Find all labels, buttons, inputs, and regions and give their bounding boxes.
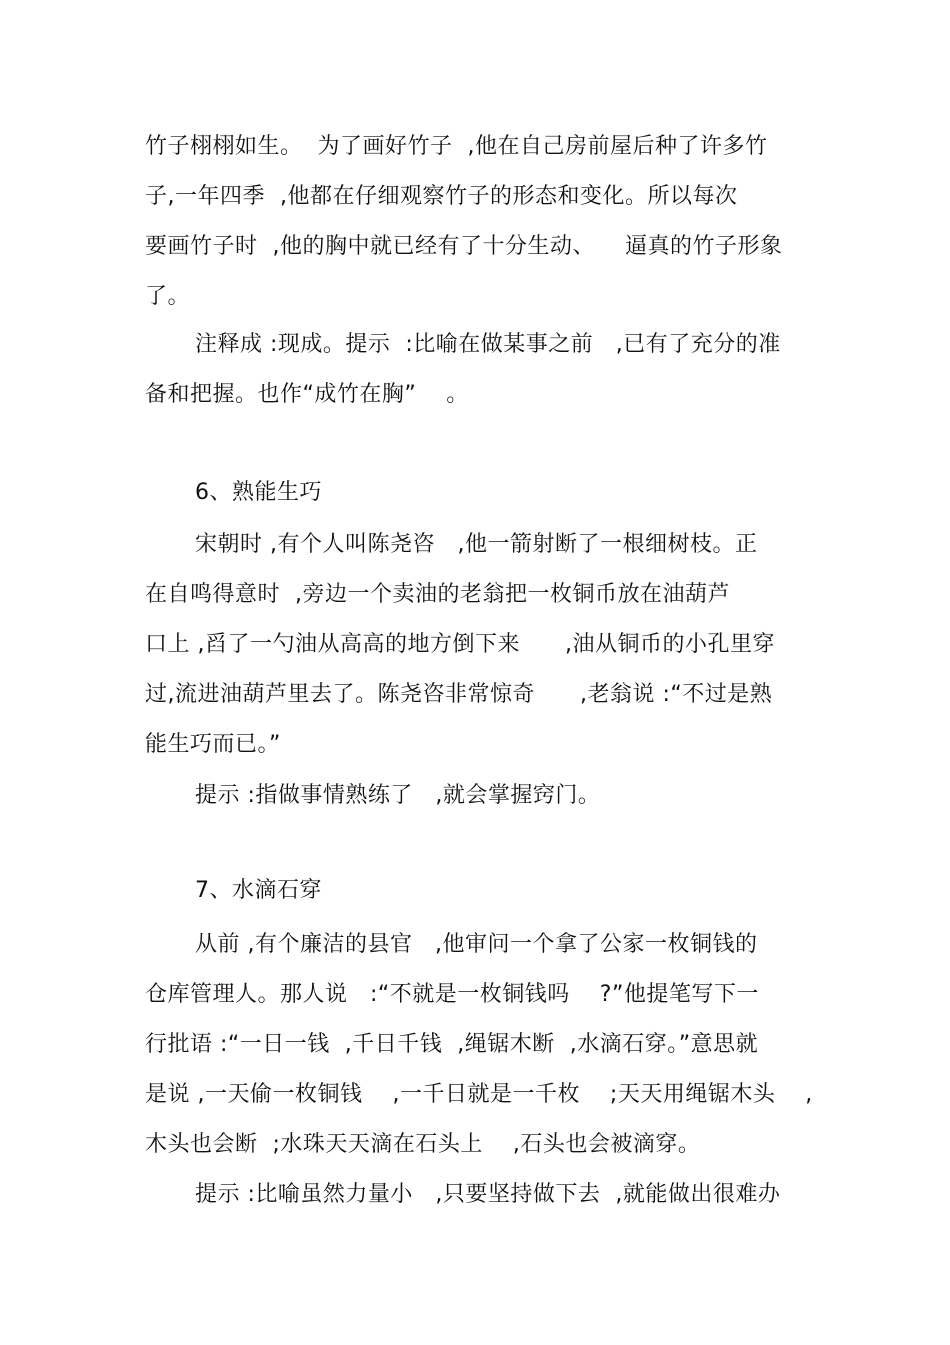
text-line: 过,流进油葫芦里去了。陈尧咨非常惊奇 ,老翁说 :“不过是熟 [145, 682, 773, 707]
text-line: 子,一年四季 ,他都在仔细观察竹子的形态和变化。所以每次 [145, 184, 738, 209]
text-line: 木头也会断 ;水珠天天滴在石头上 ,石头也会被滴穿。 [145, 1132, 701, 1157]
note-line: 注释成 :现成。提示 :比喻在做某事之前 ,已有了充分的准 [195, 332, 781, 357]
text-line: 要画竹子时 ,他的胸中就已经有了十分生动、 逼真的竹子形象 [145, 234, 783, 259]
note-line: 备和把握。也作“成竹在胸” 。 [145, 382, 469, 407]
section-heading: 7、水滴石穿 [195, 878, 322, 903]
text-line: 能生巧而已。” [145, 732, 281, 757]
hint-line: 提示 :指做事情熟练了 ,就会掌握窍门。 [195, 783, 601, 808]
text-line: 在自鸣得意时 ,旁边一个卖油的老翁把一枚铜币放在油葫芦 [145, 582, 730, 607]
text-line: 宋朝时 ,有个人叫陈尧咨 ,他一箭射断了一根细树枝。正 [195, 532, 758, 557]
hint-line: 提示 :比喻虽然力量小 ,只要坚持做下去 ,就能做出很难办 [195, 1182, 781, 1207]
section-heading: 6、熟能生巧 [195, 480, 322, 505]
text-line: 了。 [145, 284, 191, 309]
text-line: 竹子栩栩如生。 为了画好竹子 ,他在自己房前屋后种了许多竹 [145, 134, 768, 159]
text-line: 从前 ,有个廉洁的县官 ,他审问一个拿了公家一枚铜钱的 [195, 932, 758, 957]
text-line: 是说 ,一天偷一枚铜钱 ,一千日就是一千枚 ;天天用绳锯木头 , [145, 1082, 813, 1107]
text-line: 仓库管理人。那人说 :“不就是一枚铜钱吗 ?”他提笔写下一 [145, 982, 759, 1007]
text-line: 行批语 :“一日一钱 ,千日千钱 ,绳锯木断 ,水滴石穿。”意思就 [145, 1032, 759, 1057]
text-line: 口上 ,舀了一勺油从高高的地方倒下来 ,油从铜币的小孔里穿 [145, 632, 775, 657]
